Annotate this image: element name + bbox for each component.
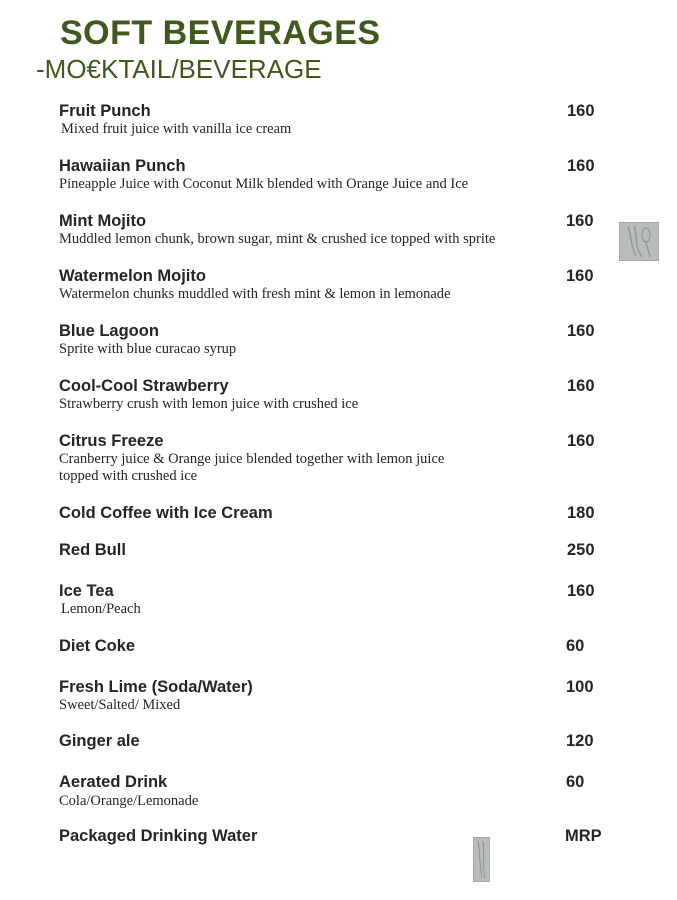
- item-name: Ice Tea: [59, 582, 114, 600]
- item-price: 160: [567, 322, 595, 340]
- menu-item: [59, 156, 619, 193]
- menu-item: [59, 211, 619, 248]
- item-description: Strawberry crush with lemon juice with crushed ice: [59, 396, 359, 412]
- menu-item: [59, 677, 619, 714]
- item-description: Sweet/Salted/ Mixed: [59, 697, 181, 713]
- menu-item: [59, 581, 619, 618]
- item-price: 160: [567, 377, 595, 395]
- item-description: Sprite with blue curacao syrup: [59, 341, 237, 357]
- item-price: 160: [567, 157, 595, 175]
- item-price: MRP: [565, 827, 602, 845]
- menu-item: [59, 431, 619, 485]
- item-description: Cola/Orange/Lemonade: [59, 793, 199, 809]
- item-description: Lemon/Peach: [61, 601, 141, 617]
- item-name: Fruit Punch: [59, 102, 151, 120]
- item-price: 160: [566, 212, 594, 230]
- menu-item: [59, 826, 619, 846]
- item-name: Blue Lagoon: [59, 322, 159, 340]
- decorative-thumbnail-image: [473, 837, 490, 882]
- item-price: 180: [567, 504, 595, 522]
- menu-item: [59, 636, 619, 656]
- item-description: Muddled lemon chunk, brown sugar, mint & crushed ice topped with sprite: [59, 231, 496, 247]
- item-price: 120: [566, 732, 594, 750]
- item-name: Citrus Freeze: [59, 432, 164, 450]
- item-description: Cranberry juice & Orange juice blended together with lemon juice topped with crushed ice: [59, 451, 445, 484]
- item-price: 160: [566, 267, 594, 285]
- item-name: Cold Coffee with Ice Cream: [59, 504, 273, 522]
- item-name: Packaged Drinking Water: [59, 827, 258, 845]
- menu-item: [59, 503, 619, 523]
- item-name: Diet Coke: [59, 637, 136, 655]
- utensils-icon: [620, 223, 658, 260]
- menu-item: [59, 101, 619, 138]
- item-price: 100: [566, 678, 594, 696]
- item-price: 160: [567, 582, 595, 600]
- menu-item: [59, 321, 619, 358]
- item-name: Ginger ale: [59, 732, 140, 750]
- item-name: Aerated Drink: [59, 773, 168, 791]
- menu-item: [59, 540, 619, 560]
- item-name: Red Bull: [59, 541, 126, 559]
- item-price: 160: [567, 102, 595, 120]
- item-name: Cool-Cool Strawberry: [59, 377, 229, 395]
- menu-subtitle: -MO€KTAIL/BEVERAGE: [36, 54, 322, 84]
- menu-item: [59, 376, 619, 413]
- item-name: Mint Mojito: [59, 212, 147, 230]
- item-price: 250: [567, 541, 595, 559]
- decorative-thumbnail-image: [619, 222, 659, 261]
- item-description: Pineapple Juice with Coconut Milk blended with Orange Juice and Ice: [59, 176, 469, 192]
- menu-item: [59, 266, 619, 303]
- menu-item: [59, 772, 619, 810]
- item-description: Watermelon chunks muddled with fresh mint & lemon in lemonade: [59, 286, 451, 302]
- item-name: Hawaiian Punch: [59, 157, 186, 175]
- item-name: Fresh Lime (Soda/Water): [59, 678, 253, 696]
- item-name: Watermelon Mojito: [59, 267, 206, 285]
- utensils-icon: [474, 838, 489, 881]
- item-price: 60: [566, 637, 585, 655]
- item-description: Mixed fruit juice with vanilla ice cream: [61, 121, 292, 137]
- menu-title: SOFT BEVERAGES: [60, 14, 381, 52]
- item-price: 60: [566, 773, 585, 791]
- menu-item: [59, 731, 619, 751]
- item-price: 160: [567, 432, 595, 450]
